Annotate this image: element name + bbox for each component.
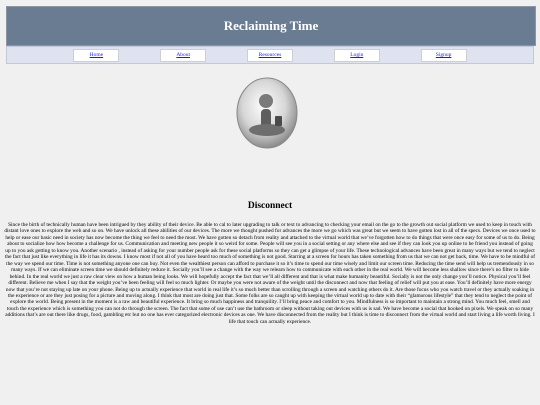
page-heading: Disconnect <box>247 201 293 211</box>
nav-home-link[interactable]: Home <box>73 49 119 62</box>
nav-signup-link[interactable]: Signup <box>421 49 467 62</box>
site-title: Reclaiming Time <box>223 18 319 33</box>
person-with-phone-icon <box>235 76 299 150</box>
nav-bar <box>6 46 534 64</box>
site-header <box>6 6 536 46</box>
article-body: Since the birth of technically human have been intrigued by they ability of their device. Be able to cal to later upgrading to talk or text to advancing to checking your email on the go to the growth out social platform we used to keep in touch with distant love ones to explore the web and so on. We have unlock all these abilities of our devices. The more we thought pushed for advances the more we go which was great but we seem to have gotten lost in all of the specs. Devices we once used to help or ease our basic need in society has now become the thing we feel to need the most. We have gotten so detach from reality and attached to the virtual world that we’ve forgotten how to do things that were once easy for some of us to do. Being about to socialize how how become a challenge for us. Communication and meeting new people it so weird for some. People will see you in a social setting or any where else and see if they can look you up online to be friend you instead of going up to you ask getting to know you. Another scenario , instead of asking for your number people ask for these social platforms so they can get a glimpse of your life. These technological advances have been great in many ways but we tend to neglect the fact that just like everything in life it has its downs. I know most if not all of you have heard too much of something is not good. Starring at a screen for hours has taken something from us that we can not get back, time. We have to be mindful of the way we spend our time. Time is not something anyone one can buy. Not even the wealthiest person can afford to purchase it so it’s time to spend our time wisely and limit our screen time. Reducing the time send will help us tremendously in so many ways. If we can eliminate screen time we should definitely reduce it. Socially you’ll see a change with the way we relearn how to communicate with each other in the real world. We will become less shallow since there’s no filter to hide behind. In the real world we just a raw clear view on how a human being looks. We will hopefully accept the fact that we’ll all different and that is what make humanity beautiful. Socially is not the only change you’ll notice. Physical you’ll feel different. Believe me when I say that the weight you’ve been feeling will feel so much lighter. Or maybe you were not aware of the weight until the disconnect and now that feeling of relief will put you at ease. You’ll definitely have more energy now that you’re not staying up late on your phone. Being up to actually experience that world in real life it’s so much better than scrolling through a screen and watching others do it. Are those focus who you watch travel or they actually soaking in the experience or are they just posing for a picture and moving along. I think that most are doing just that. Some folks are so caught up with keeping the virtual world up to date with their “glamorous lifestyle” that they tend to neglect the point of explore the world. Being present in the moment is a raw and beautiful experience. It bring so much happiness and tranquility. I’ll bring peace and comfort to you. Mindfulness is so important to maintain a strong mind. You much feel, smell and touch the experience which is something you can not do through the screen. The fact that some of use can’t use the bathroom or sleep without taking out devices with us is sad. We have become a social that hooked on pixels. We speak on so many additions that’s are out there like drugs, food, gambling etc but no one has ever categorized electronic devices as one. We have disconnected from the reality but I think is time to disconnect from the virtual world and start living a life worth living. I life that touch can actually experience. <box>4 222 536 325</box>
nav-resources-link[interactable]: Resources <box>247 49 293 62</box>
nav-login-link[interactable]: Login <box>334 49 380 62</box>
nav-about-link[interactable]: About <box>160 49 206 62</box>
